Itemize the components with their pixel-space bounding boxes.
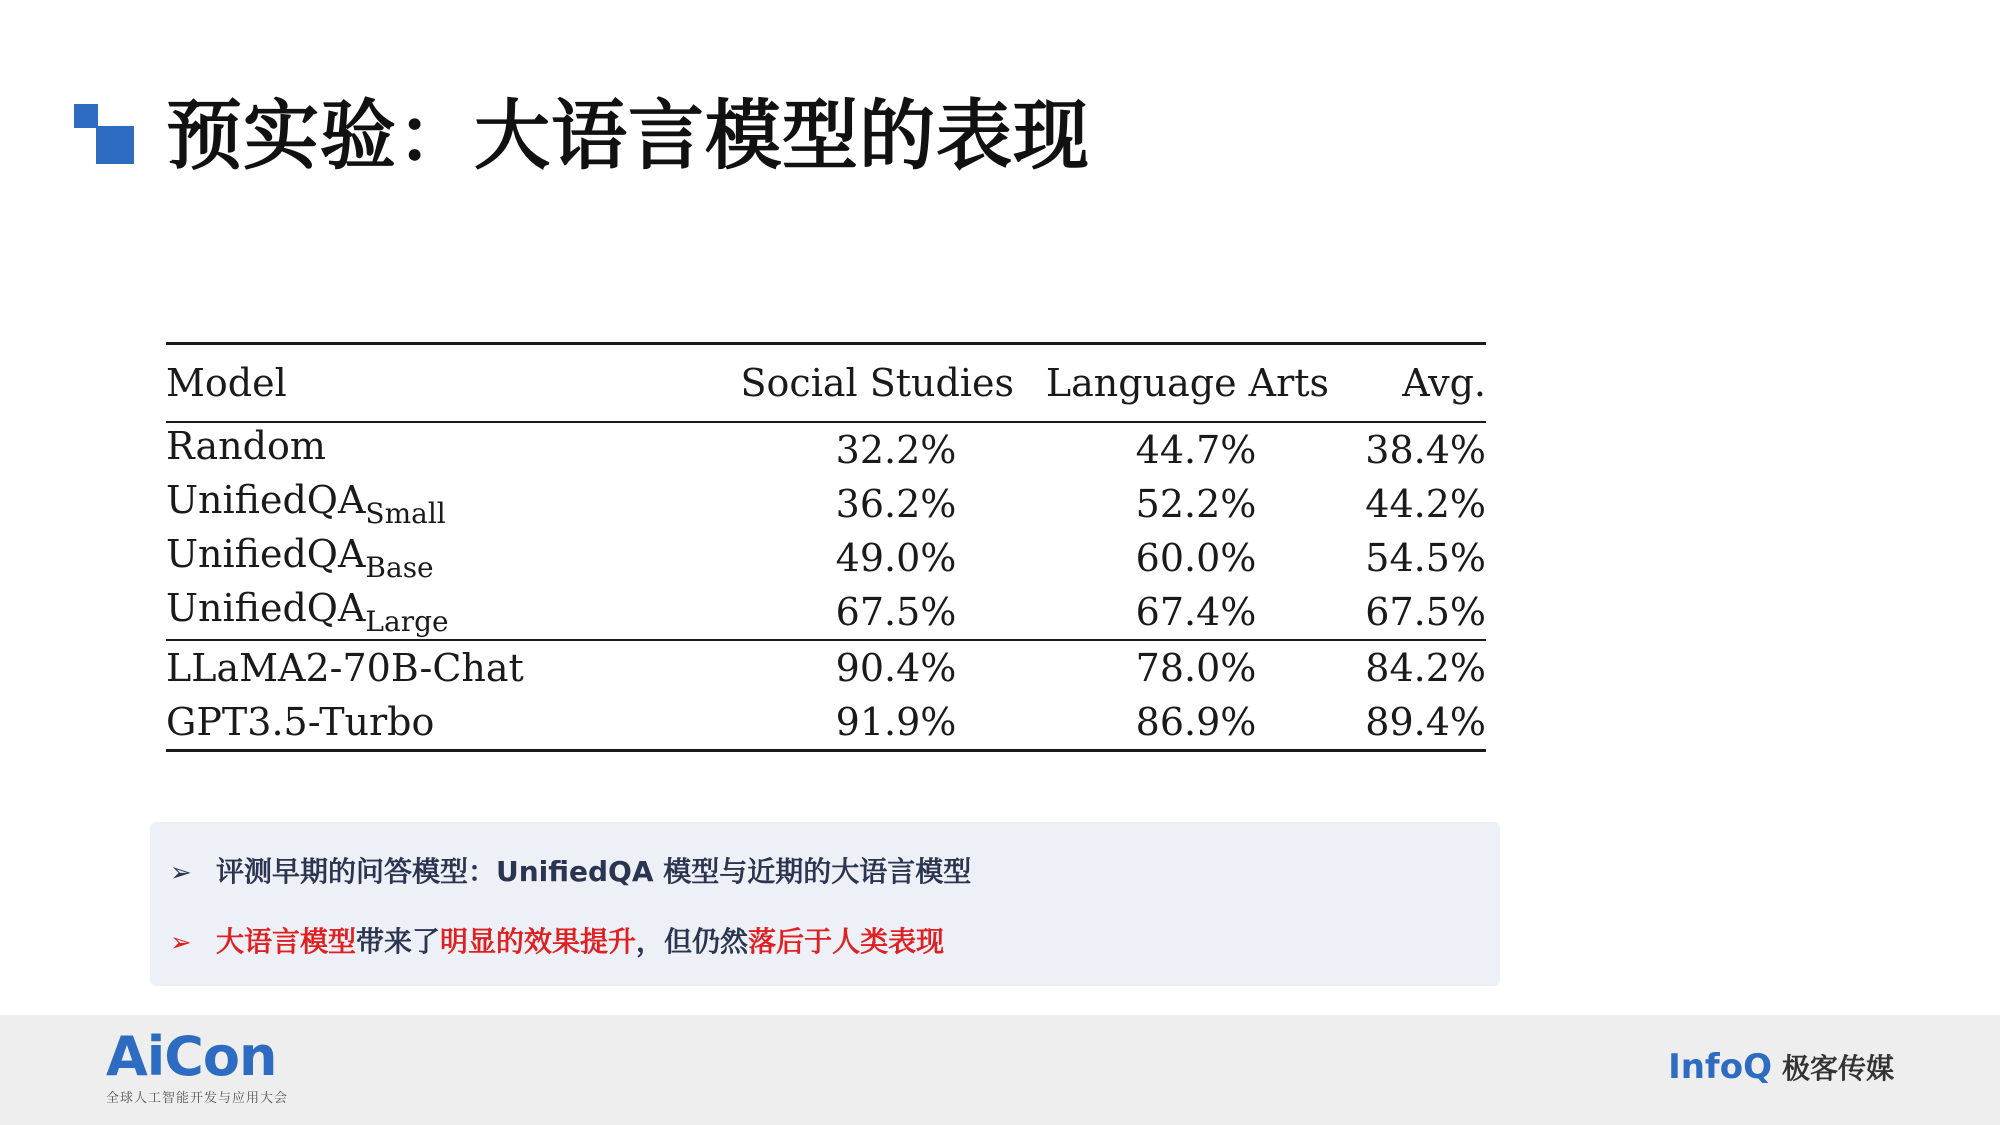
infoq-wordmark: InfoQ: [1668, 1047, 1772, 1087]
social-studies-value: 67.5%: [835, 590, 957, 634]
language-arts-value: 78.0%: [1135, 646, 1257, 690]
header-model: Model: [166, 361, 287, 405]
avg-value: 54.5%: [1365, 536, 1486, 580]
note-text: 带来了: [356, 925, 441, 958]
social-studies-value: 49.0%: [835, 536, 957, 580]
social-studies-value: 90.4%: [835, 646, 957, 690]
page-title: 预实验：大语言模型的表现: [166, 91, 1090, 180]
model-name: GPT3.5-Turbo: [166, 700, 435, 744]
notes-panel: [150, 822, 1500, 986]
table-row: [166, 641, 1486, 695]
language-arts-value: 60.0%: [1135, 536, 1257, 580]
language-arts-value: 44.7%: [1135, 428, 1257, 472]
note-highlight: 大语言模型: [216, 925, 357, 958]
note-text: ，但仍然: [636, 925, 749, 958]
results-table: [166, 342, 1486, 752]
table-row: [166, 585, 1486, 639]
language-arts-value: 52.2%: [1135, 482, 1257, 526]
model-name: Random: [166, 424, 326, 468]
infoq-logo: [1668, 1047, 1894, 1087]
table-row: [166, 531, 1486, 585]
social-studies-value: 32.2%: [835, 428, 957, 472]
social-studies-value: 91.9%: [835, 700, 957, 744]
infoq-chinese-name: 极客传媒: [1781, 1052, 1894, 1085]
language-arts-value: 67.4%: [1135, 590, 1257, 634]
title-square-icon: [74, 104, 134, 164]
note-item: [170, 922, 944, 963]
header-social-studies: Social Studies: [740, 361, 1014, 405]
avg-value: 44.2%: [1365, 482, 1486, 526]
social-studies-value: 36.2%: [835, 482, 957, 526]
aicon-tagline: 全球人工智能开发与应用大会: [106, 1091, 289, 1106]
table-header-row: [166, 345, 1486, 421]
model-name: UnifiedQA$_{Small}$: [166, 478, 446, 530]
note-highlight: 明显的效果提升: [440, 925, 637, 958]
note-highlight: 落后于人类表现: [748, 925, 945, 958]
note-item: [170, 852, 971, 893]
avg-value: 84.2%: [1365, 646, 1486, 690]
model-name: UnifiedQA$_{Base}$: [166, 532, 434, 584]
arrow-bullet-icon: ➢: [170, 928, 192, 958]
model-name: LLaMA2-70B-Chat: [166, 646, 524, 690]
model-name: UnifiedQA$_{Large}$: [166, 586, 449, 638]
avg-value: 38.4%: [1365, 428, 1486, 472]
avg-value: 67.5%: [1365, 590, 1486, 634]
footer: [0, 1015, 2000, 1125]
table-bottom-rule: [166, 749, 1486, 752]
table-row: [166, 423, 1486, 477]
table-row: [166, 477, 1486, 531]
avg-value: 89.4%: [1365, 700, 1486, 744]
header-avg: Avg.: [1402, 361, 1486, 405]
note-text: 评测早期的问答模型：UnifiedQA 模型与近期的大语言模型: [216, 855, 972, 888]
aicon-wordmark: AiCon: [106, 1025, 277, 1088]
aicon-logo: [106, 1025, 289, 1106]
header-language-arts: Language Arts: [1045, 361, 1330, 405]
language-arts-value: 86.9%: [1135, 700, 1257, 744]
arrow-bullet-icon: ➢: [170, 858, 192, 888]
table-row: [166, 695, 1486, 749]
